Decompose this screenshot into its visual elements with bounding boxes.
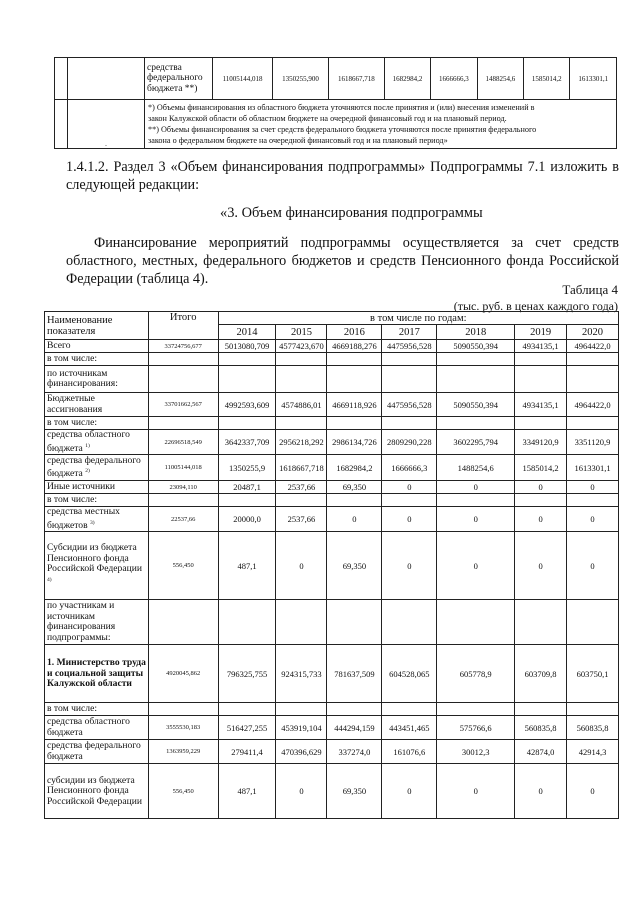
value-cell: 4920045,862 — [148, 645, 218, 703]
value-cell: 4934135,1 — [515, 393, 567, 417]
row-label — [45, 645, 149, 703]
row-label-text: средства областного бюджета — [47, 429, 130, 454]
header-years-group: в том числе по годам: — [218, 312, 618, 325]
value-cell — [437, 600, 515, 645]
value-cell: 22537,66 — [148, 507, 218, 532]
value-cell — [218, 494, 276, 507]
value-cell — [567, 353, 619, 366]
footnote-cell — [145, 100, 617, 149]
value-cell: 1350255,900 — [273, 58, 329, 100]
value-cell: 1682984,2 — [327, 455, 382, 481]
value-cell — [515, 366, 567, 393]
table-row — [45, 430, 619, 455]
row-label-text: Всего — [47, 339, 71, 351]
table-row — [45, 481, 619, 494]
footnote-line: **) Объемы финансирования за счет средств федерального бюджета уточняются после принятия федерального — [148, 125, 537, 134]
value-cell — [148, 353, 218, 366]
row-label-text: средства областного бюджета — [47, 716, 130, 738]
value-cell: 1682984,2 — [384, 58, 430, 100]
row-label-text: в том числе: — [47, 352, 98, 364]
value-cell: 2986134,726 — [327, 430, 382, 455]
value-cell — [515, 494, 567, 507]
footnote-mark: 2) — [85, 468, 90, 475]
table-row — [45, 353, 619, 366]
value-cell — [218, 703, 276, 716]
row-label-text: Иные источники — [47, 480, 116, 492]
table-row — [45, 532, 619, 600]
row-label-text: 1. Министерство труда и социальной защиты Калужской области — [47, 657, 146, 690]
value-cell: 3642337,709 — [218, 430, 276, 455]
table-row — [45, 764, 619, 819]
row-label — [45, 600, 149, 645]
value-cell: 1618667,718 — [328, 58, 384, 100]
row-label — [45, 740, 149, 764]
value-cell — [382, 353, 437, 366]
row-label — [45, 340, 149, 353]
value-cell: 1613301,1 — [567, 455, 619, 481]
value-cell: 4669118,926 — [327, 393, 382, 417]
value-cell: 0 — [567, 532, 619, 600]
value-cell — [382, 366, 437, 393]
value-cell — [327, 494, 382, 507]
value-cell — [327, 703, 382, 716]
value-cell — [567, 600, 619, 645]
value-cell — [437, 494, 515, 507]
row-label-text: в том числе: — [47, 416, 98, 428]
row-label-text: средства федерального бюджета — [47, 454, 141, 480]
value-cell: 796325,755 — [218, 645, 276, 703]
value-cell — [276, 353, 327, 366]
value-cell: 2956218,292 — [276, 430, 327, 455]
value-cell — [276, 703, 327, 716]
header-total: Итого — [148, 312, 218, 340]
value-cell — [148, 417, 218, 430]
value-cell: 161076,6 — [382, 740, 437, 764]
value-cell — [515, 703, 567, 716]
value-cell: 3351120,9 — [567, 430, 619, 455]
table-row — [45, 417, 619, 430]
value-cell — [567, 494, 619, 507]
financing-table — [44, 311, 619, 819]
value-cell — [327, 366, 382, 393]
value-cell: 2537,66 — [276, 507, 327, 532]
value-cell: 603709,8 — [515, 645, 567, 703]
value-cell: 279411,4 — [218, 740, 276, 764]
table-cell — [68, 58, 145, 100]
value-cell: 23094,110 — [148, 481, 218, 494]
value-cell: 0 — [276, 532, 327, 600]
value-cell: 1666666,3 — [431, 58, 477, 100]
section-heading: «3. Объем финансирования подпрограммы — [220, 205, 483, 221]
value-cell: 33701662,567 — [148, 393, 218, 417]
value-cell: 0 — [437, 532, 515, 600]
row-label-text: Субсидии из бюджета Пенсионного фонда Российской Федерации — [47, 542, 142, 575]
table-row — [55, 58, 617, 100]
table-row — [45, 494, 619, 507]
value-cell — [276, 417, 327, 430]
value-cell — [148, 703, 218, 716]
value-cell: 0 — [276, 764, 327, 819]
row-label-text: по источникам финансирования: — [47, 367, 118, 389]
value-cell: 69,350 — [327, 532, 382, 600]
year-header: 2014 — [218, 325, 276, 340]
footnote-mark: 4) — [47, 576, 52, 583]
value-cell: 2809290,228 — [382, 430, 437, 455]
value-cell: 487,1 — [218, 532, 276, 600]
value-cell: 4964422,0 — [567, 340, 619, 353]
value-cell — [218, 366, 276, 393]
row-label — [45, 716, 149, 740]
table-row — [45, 455, 619, 481]
footnote-line: закон Калужской области об областном бюджете на очередной финансовый год и на плановый период. — [148, 114, 507, 123]
value-cell: 605778,9 — [437, 645, 515, 703]
value-cell: 11005144,018 — [148, 455, 218, 481]
value-cell: 4669188,276 — [327, 340, 382, 353]
value-cell: 443451,465 — [382, 716, 437, 740]
row-label — [45, 455, 149, 481]
previous-table-fragment — [54, 57, 617, 149]
value-cell: 516427,255 — [218, 716, 276, 740]
value-cell — [148, 600, 218, 645]
header-name: Наименование показателя — [45, 312, 149, 340]
table-number: Таблица 4 — [562, 282, 618, 297]
value-cell: 603750,1 — [567, 645, 619, 703]
row-label — [45, 481, 149, 494]
value-cell: 33724756,677 — [148, 340, 218, 353]
year-header: 2019 — [515, 325, 567, 340]
value-cell: 11005144,018 — [213, 58, 273, 100]
table-row — [45, 600, 619, 645]
value-cell: 1488254,6 — [437, 455, 515, 481]
value-cell: 1363959,229 — [148, 740, 218, 764]
value-cell: 560835,8 — [567, 716, 619, 740]
row-label-text: средства федерального бюджета — [47, 740, 141, 762]
value-cell: 0 — [515, 764, 567, 819]
value-cell: 560835,8 — [515, 716, 567, 740]
value-cell — [437, 353, 515, 366]
value-cell: 0 — [382, 481, 437, 494]
value-cell — [567, 703, 619, 716]
value-cell: 4577423,670 — [276, 340, 327, 353]
row-label — [45, 366, 149, 393]
value-cell: 0 — [515, 532, 567, 600]
value-cell: 3602295,794 — [437, 430, 515, 455]
value-cell: 487,1 — [218, 764, 276, 819]
paragraph-financing: Финансирование мероприятий подпрограммы осуществляется за счет средств областного, местных, федерального бюджетов и средств Пенсионного фонда Российской Федерации (таблица 4). — [66, 235, 619, 287]
value-cell: 3555530,183 — [148, 716, 218, 740]
row-label-text: субсидии из бюджета Пенсионного фонда Российской Федерации — [47, 774, 142, 807]
value-cell: 556,450 — [148, 764, 218, 819]
value-cell — [437, 417, 515, 430]
value-cell: 470396,629 — [276, 740, 327, 764]
value-cell: 4574886,01 — [276, 393, 327, 417]
value-cell — [276, 600, 327, 645]
row-label-text: в том числе: — [47, 493, 98, 505]
value-cell: 4475956,528 — [382, 393, 437, 417]
value-cell — [382, 600, 437, 645]
value-cell: 1585014,2 — [524, 58, 570, 100]
footnote-line: закона о федеральном бюджете на очередной финансовый год и на плановый период» — [148, 136, 448, 145]
header-row — [45, 312, 619, 325]
row-label — [45, 703, 149, 716]
value-cell: 20000,0 — [218, 507, 276, 532]
table-row — [45, 740, 619, 764]
value-cell — [515, 353, 567, 366]
footnote-line: *) Объемы финансирования из областного бюджета уточняются после принятия и (или) внесения изменений в — [148, 103, 535, 112]
value-cell: 30012,3 — [437, 740, 515, 764]
value-cell — [382, 494, 437, 507]
row-label — [45, 430, 149, 455]
value-cell: 1488254,6 — [477, 58, 523, 100]
value-cell: 0 — [437, 481, 515, 494]
value-cell — [515, 417, 567, 430]
row-label-text: средства местных бюджетов — [47, 506, 120, 531]
value-cell: 444294,159 — [327, 716, 382, 740]
year-header: 2016 — [327, 325, 382, 340]
value-cell: 4992593,609 — [218, 393, 276, 417]
value-cell: 5090550,394 — [437, 393, 515, 417]
value-cell: 924315,733 — [276, 645, 327, 703]
value-cell — [218, 600, 276, 645]
value-cell: 1618667,718 — [276, 455, 327, 481]
table-row — [45, 366, 619, 393]
value-cell: 42874,0 — [515, 740, 567, 764]
value-cell: 5090550,394 — [437, 340, 515, 353]
value-cell: 2537,66 — [276, 481, 327, 494]
value-cell: 1613301,1 — [570, 58, 617, 100]
value-cell: 4934135,1 — [515, 340, 567, 353]
value-cell: 22696518,549 — [148, 430, 218, 455]
row-label-text: в том числе: — [47, 703, 98, 715]
value-cell: 3349120,9 — [515, 430, 567, 455]
value-cell — [327, 417, 382, 430]
row-label — [45, 764, 149, 819]
value-cell: 781637,509 — [327, 645, 382, 703]
table-row — [45, 645, 619, 703]
value-cell — [382, 703, 437, 716]
value-cell: 69,350 — [327, 481, 382, 494]
value-cell: 604528,065 — [382, 645, 437, 703]
table-row — [45, 393, 619, 417]
value-cell — [567, 366, 619, 393]
value-cell: 0 — [567, 481, 619, 494]
value-cell: 453919,104 — [276, 716, 327, 740]
value-cell — [567, 417, 619, 430]
value-cell: 5013080,709 — [218, 340, 276, 353]
table-row — [45, 507, 619, 532]
value-cell: 0 — [567, 507, 619, 532]
value-cell: 1350255,9 — [218, 455, 276, 481]
value-cell: 0 — [382, 764, 437, 819]
value-cell — [515, 600, 567, 645]
table-cell — [55, 100, 68, 149]
year-header: 2017 — [382, 325, 437, 340]
table-row — [45, 703, 619, 716]
row-label: средства федерального бюджета **) — [145, 58, 213, 100]
table-row — [55, 100, 617, 149]
value-cell: 0 — [515, 507, 567, 532]
value-cell: 0 — [437, 507, 515, 532]
year-header: 2020 — [567, 325, 619, 340]
table-row — [45, 716, 619, 740]
value-cell — [276, 366, 327, 393]
table-unit: (тыс. руб. в ценах каждого года) — [453, 299, 618, 313]
row-label — [45, 393, 149, 417]
footnote-mark: 1) — [85, 442, 90, 449]
value-cell — [148, 494, 218, 507]
value-cell — [327, 353, 382, 366]
value-cell: 0 — [327, 507, 382, 532]
row-label — [45, 417, 149, 430]
value-cell — [276, 494, 327, 507]
value-cell: 1585014,2 — [515, 455, 567, 481]
value-cell — [437, 703, 515, 716]
row-label — [45, 532, 149, 600]
value-cell — [218, 417, 276, 430]
value-cell — [327, 600, 382, 645]
bullet-cell: . — [68, 100, 145, 149]
paragraph-amendment: 1.4.1.2. Раздел 3 «Объем финансирования подпрограммы» Подпрограммы 7.1 изложить в следующей редакции: — [66, 159, 619, 193]
row-label-text: по участникам и источникам финансирования подпрограммы: — [47, 600, 116, 643]
year-header: 2015 — [276, 325, 327, 340]
value-cell: 0 — [382, 507, 437, 532]
table-cell — [55, 58, 68, 100]
value-cell: 0 — [437, 764, 515, 819]
year-header: 2018 — [437, 325, 515, 340]
row-label — [45, 507, 149, 532]
value-cell: 1666666,3 — [382, 455, 437, 481]
value-cell: 69,350 — [327, 764, 382, 819]
value-cell: 575766,6 — [437, 716, 515, 740]
value-cell — [437, 366, 515, 393]
table-row — [45, 340, 619, 353]
value-cell: 0 — [515, 481, 567, 494]
value-cell: 20487,1 — [218, 481, 276, 494]
value-cell: 4964422,0 — [567, 393, 619, 417]
value-cell: 4475956,528 — [382, 340, 437, 353]
value-cell: 337274,0 — [327, 740, 382, 764]
value-cell — [148, 366, 218, 393]
value-cell: 556,450 — [148, 532, 218, 600]
row-label — [45, 353, 149, 366]
value-cell: 0 — [382, 532, 437, 600]
value-cell — [218, 353, 276, 366]
row-label — [45, 494, 149, 507]
value-cell: 42914,3 — [567, 740, 619, 764]
value-cell: 0 — [567, 764, 619, 819]
row-label-text: Бюджетные ассигнования — [47, 393, 103, 415]
value-cell — [382, 417, 437, 430]
footnote-mark: 3) — [90, 519, 95, 526]
